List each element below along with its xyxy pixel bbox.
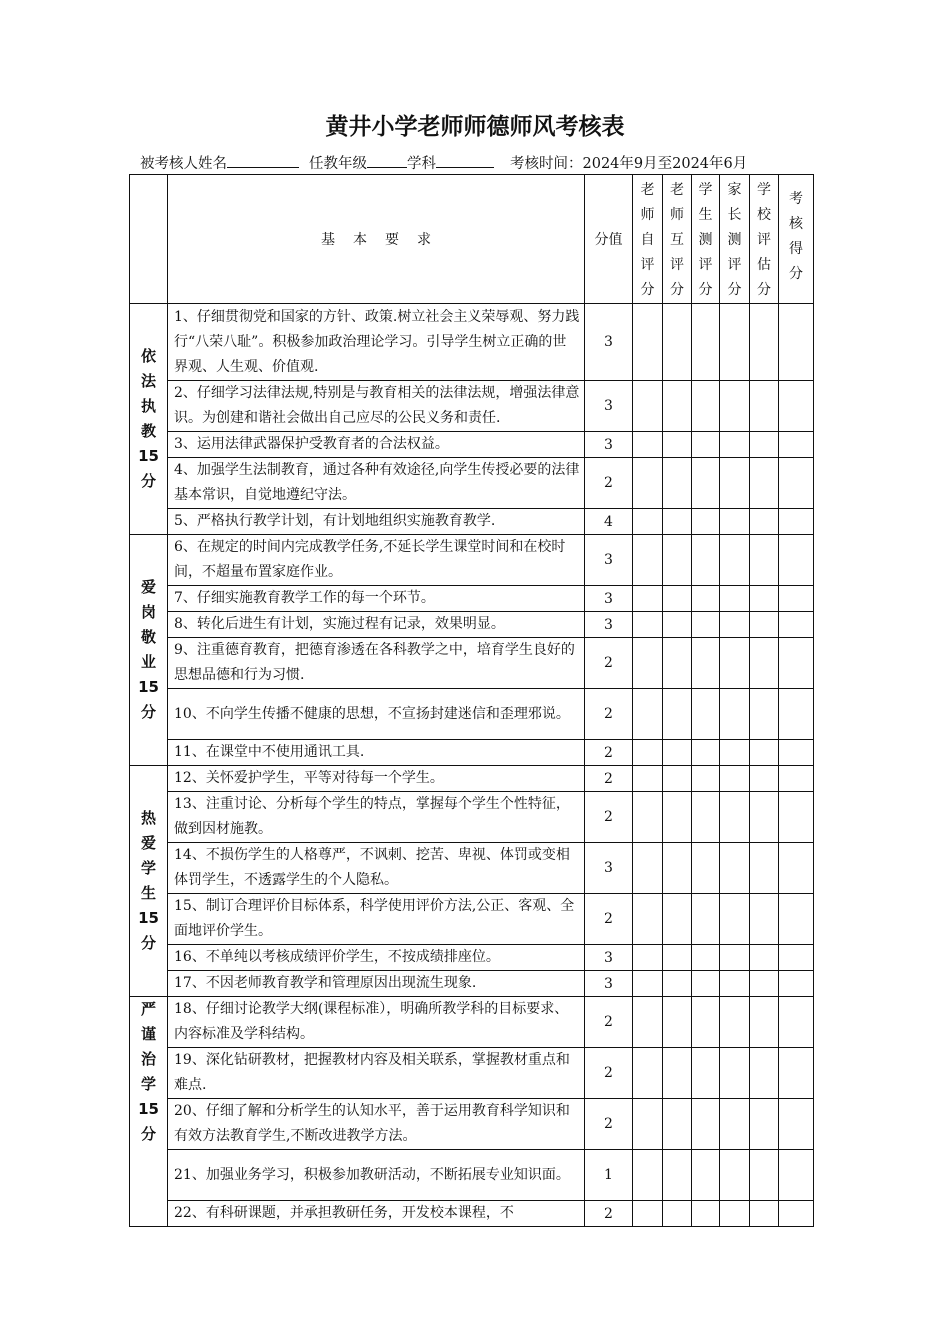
grade-blank (367, 153, 407, 168)
assessment-meta (140, 152, 830, 173)
score-value: 2 (585, 792, 633, 843)
header-school-eval: 学 校 评 估 分 (750, 175, 779, 304)
student-eval-cell[interactable] (692, 792, 720, 843)
table-row (130, 509, 814, 535)
school-eval-cell[interactable] (750, 432, 779, 458)
self-eval-cell[interactable] (633, 792, 663, 843)
self-eval-cell[interactable] (633, 689, 663, 740)
peer-eval-cell[interactable] (663, 638, 692, 689)
peer-eval-cell[interactable] (663, 458, 692, 509)
requirement-text: 19、深化钻研教材，把握教材内容及相关联系，掌握教材重点和难点. (168, 1048, 585, 1099)
parent-eval-cell[interactable] (720, 971, 750, 997)
student-eval-cell[interactable] (692, 586, 720, 612)
document-title: 黄井小学老师师德师风考核表 (325, 114, 625, 140)
peer-eval-cell[interactable] (663, 1201, 692, 1227)
self-eval-cell[interactable] (633, 1099, 663, 1150)
self-eval-cell[interactable] (633, 458, 663, 509)
school-eval-cell[interactable] (750, 1099, 779, 1150)
category-cell (130, 997, 168, 1227)
total-score-cell[interactable] (779, 1201, 814, 1227)
score-value: 2 (585, 766, 633, 792)
category-char: 分 (140, 1125, 156, 1143)
parent-eval-cell[interactable] (720, 1099, 750, 1150)
peer-eval-cell[interactable] (663, 381, 692, 432)
school-eval-cell[interactable] (750, 971, 779, 997)
requirement-text: 5、严格执行教学计划，有计划地组织实施教育教学. (168, 509, 585, 535)
parent-eval-cell[interactable] (720, 740, 750, 766)
table-row (130, 381, 814, 432)
self-eval-cell[interactable] (633, 971, 663, 997)
school-eval-cell[interactable] (750, 535, 779, 586)
table-row (130, 689, 814, 740)
school-eval-cell[interactable] (750, 304, 779, 381)
score-value: 2 (585, 458, 633, 509)
self-eval-cell[interactable] (633, 535, 663, 586)
student-eval-cell[interactable] (692, 1201, 720, 1227)
category-char: 学 (140, 859, 156, 877)
parent-eval-cell[interactable] (720, 612, 750, 638)
parent-eval-cell[interactable] (720, 1150, 750, 1201)
category-char: 爱 (140, 578, 156, 596)
category-char: 学 (140, 1075, 156, 1093)
header-parent-eval: 家 长 测 评 分 (720, 175, 750, 304)
self-eval-cell[interactable] (633, 612, 663, 638)
school-eval-cell[interactable] (750, 843, 779, 894)
header-category-cell (130, 175, 168, 304)
table-row (130, 792, 814, 843)
parent-eval-cell[interactable] (720, 792, 750, 843)
category-char: 治 (140, 1050, 156, 1068)
table-row (130, 740, 814, 766)
requirement-text: 10、不向学生传播不健康的思想，不宣扬封建迷信和歪理邪说。 (168, 689, 585, 740)
self-eval-cell[interactable] (633, 509, 663, 535)
requirement-text: 11、在课堂中不使用通讯工具. (168, 740, 585, 766)
subject-blank (436, 153, 494, 168)
school-eval-cell[interactable] (750, 792, 779, 843)
parent-eval-cell[interactable] (720, 304, 750, 381)
peer-eval-cell[interactable] (663, 843, 692, 894)
student-eval-cell[interactable] (692, 638, 720, 689)
category-char: 敬 (140, 628, 156, 646)
score-value: 2 (585, 894, 633, 945)
category-char: 15 (138, 447, 159, 465)
peer-eval-cell[interactable] (663, 689, 692, 740)
student-eval-cell[interactable] (692, 997, 720, 1048)
requirement-text: 1、仔细贯彻党和国家的方针、政策.树立社会主义荣辱观、努力践行“八荣八耻”。积极参加政治理论学习。引导学生树立正确的世界观、人生观、价值观. (168, 304, 585, 381)
parent-eval-cell[interactable] (720, 997, 750, 1048)
self-eval-cell[interactable] (633, 997, 663, 1048)
parent-eval-cell[interactable] (720, 1048, 750, 1099)
category-char: 生 (140, 884, 156, 902)
requirement-text: 22、有科研课题，并承担教研任务，开发校本课程，不 (168, 1201, 585, 1227)
requirement-text: 6、在规定的时间内完成教学任务,不延长学生课堂时间和在校时间，不超量布置家庭作业。 (168, 535, 585, 586)
parent-eval-cell[interactable] (720, 1201, 750, 1227)
category-char: 业 (140, 653, 156, 671)
school-eval-cell[interactable] (750, 997, 779, 1048)
total-score-cell[interactable] (779, 638, 814, 689)
score-value: 2 (585, 1099, 633, 1150)
parent-eval-cell[interactable] (720, 638, 750, 689)
self-eval-cell[interactable] (633, 766, 663, 792)
total-score-cell[interactable] (779, 458, 814, 509)
category-char: 岗 (140, 603, 156, 621)
total-score-cell[interactable] (779, 894, 814, 945)
school-eval-cell[interactable] (750, 586, 779, 612)
category-char: 爱 (140, 834, 156, 852)
table-row (130, 612, 814, 638)
total-score-cell[interactable] (779, 740, 814, 766)
category-char: 谨 (140, 1025, 156, 1043)
self-eval-cell[interactable] (633, 432, 663, 458)
assessment-period: 考核时间：2024年9月至2024年6月 (510, 156, 748, 172)
self-eval-cell[interactable] (633, 1048, 663, 1099)
student-eval-cell[interactable] (692, 1048, 720, 1099)
requirement-text: 7、仔细实施教育教学工作的每一个环节。 (168, 586, 585, 612)
table-row (130, 586, 814, 612)
parent-eval-cell[interactable] (720, 458, 750, 509)
total-score-cell[interactable] (779, 945, 814, 971)
school-eval-cell[interactable] (750, 945, 779, 971)
parent-eval-cell[interactable] (720, 843, 750, 894)
score-value: 2 (585, 1048, 633, 1099)
self-eval-cell[interactable] (633, 1201, 663, 1227)
school-eval-cell[interactable] (750, 458, 779, 509)
score-value: 2 (585, 689, 633, 740)
table-row (130, 843, 814, 894)
parent-eval-cell[interactable] (720, 945, 750, 971)
peer-eval-cell[interactable] (663, 971, 692, 997)
score-value: 3 (585, 535, 633, 586)
score-value: 2 (585, 638, 633, 689)
school-eval-cell[interactable] (750, 509, 779, 535)
student-eval-cell[interactable] (692, 612, 720, 638)
score-value: 3 (585, 945, 633, 971)
subject-label: 学科 (407, 156, 436, 172)
total-score-cell[interactable] (779, 304, 814, 381)
peer-eval-cell[interactable] (663, 945, 692, 971)
score-value: 2 (585, 997, 633, 1048)
requirement-text: 8、转化后进生有计划，实施过程有记录，效果明显。 (168, 612, 585, 638)
parent-eval-cell[interactable] (720, 894, 750, 945)
parent-eval-cell[interactable] (720, 689, 750, 740)
table-row (130, 945, 814, 971)
table-row (130, 894, 814, 945)
total-score-cell[interactable] (779, 971, 814, 997)
requirement-text: 15、制订合理评价目标体系，科学使用评价方法,公正、客观、全面地评价学生。 (168, 894, 585, 945)
requirement-text: 2、仔细学习法律法规,特别是与教育相关的法律法规，增强法律意识。为创建和谐社会做出自己应尽的公民义务和责任. (168, 381, 585, 432)
peer-eval-cell[interactable] (663, 1150, 692, 1201)
name-blank (227, 153, 299, 168)
school-eval-cell[interactable] (750, 894, 779, 945)
header-basic-requirements: 基 本 要 求 (168, 175, 585, 304)
student-eval-cell[interactable] (692, 740, 720, 766)
requirement-text: 17、不因老师教育教学和管理原因出现流生现象. (168, 971, 585, 997)
student-eval-cell[interactable] (692, 689, 720, 740)
parent-eval-cell[interactable] (720, 509, 750, 535)
score-value: 3 (585, 381, 633, 432)
peer-eval-cell[interactable] (663, 535, 692, 586)
table-row (130, 304, 814, 381)
total-score-cell[interactable] (779, 792, 814, 843)
category-cell (130, 535, 168, 766)
requirement-text: 3、运用法律武器保护受教育者的合法权益。 (168, 432, 585, 458)
self-eval-cell[interactable] (633, 638, 663, 689)
total-score-cell[interactable] (779, 432, 814, 458)
grade-label: 任教年级 (309, 156, 367, 172)
category-char: 执 (140, 397, 156, 415)
header-student-eval: 学 生 测 评 分 (692, 175, 720, 304)
student-eval-cell[interactable] (692, 1099, 720, 1150)
peer-eval-cell[interactable] (663, 509, 692, 535)
total-score-cell[interactable] (779, 612, 814, 638)
category-char: 分 (140, 472, 156, 490)
school-eval-cell[interactable] (750, 638, 779, 689)
student-eval-cell[interactable] (692, 304, 720, 381)
student-eval-cell[interactable] (692, 381, 720, 432)
total-score-cell[interactable] (779, 509, 814, 535)
table-row (130, 1150, 814, 1201)
school-eval-cell[interactable] (750, 689, 779, 740)
requirement-text: 13、注重讨论、分析每个学生的特点，掌握每个学生个性特征，做到因材施教。 (168, 792, 585, 843)
category-char: 依 (140, 347, 156, 365)
requirement-text: 9、注重德育教育，把德育渗透在各科教学之中，培育学生良好的思想品德和行为习惯. (168, 638, 585, 689)
parent-eval-cell[interactable] (720, 432, 750, 458)
peer-eval-cell[interactable] (663, 432, 692, 458)
student-eval-cell[interactable] (692, 458, 720, 509)
self-eval-cell[interactable] (633, 894, 663, 945)
total-score-cell[interactable] (779, 843, 814, 894)
table-row (130, 432, 814, 458)
self-eval-cell[interactable] (633, 843, 663, 894)
self-eval-cell[interactable] (633, 1150, 663, 1201)
score-value: 1 (585, 1150, 633, 1201)
table-row (130, 766, 814, 792)
category-char: 法 (140, 372, 156, 390)
category-cell (130, 304, 168, 535)
student-eval-cell[interactable] (692, 843, 720, 894)
self-eval-cell[interactable] (633, 304, 663, 381)
score-value: 2 (585, 740, 633, 766)
peer-eval-cell[interactable] (663, 1048, 692, 1099)
category-char: 分 (140, 703, 156, 721)
peer-eval-cell[interactable] (663, 612, 692, 638)
total-score-cell[interactable] (779, 689, 814, 740)
total-score-cell[interactable] (779, 586, 814, 612)
category-char: 分 (140, 934, 156, 952)
requirement-text: 4、加强学生法制教育，通过各种有效途径,向学生传授必要的法律基本常识，自觉地遵纪守法。 (168, 458, 585, 509)
table-row (130, 1201, 814, 1227)
requirement-text: 16、不单纯以考核成绩评价学生，不按成绩排座位。 (168, 945, 585, 971)
total-score-cell[interactable] (779, 535, 814, 586)
score-value: 4 (585, 509, 633, 535)
score-value: 2 (585, 1201, 633, 1227)
student-eval-cell[interactable] (692, 535, 720, 586)
peer-eval-cell[interactable] (663, 304, 692, 381)
header-total-score: 考 核 得 分 (779, 175, 814, 304)
header-row (130, 175, 814, 304)
header-peer-eval: 老 师 互 评 分 (663, 175, 692, 304)
peer-eval-cell[interactable] (663, 1099, 692, 1150)
school-eval-cell[interactable] (750, 381, 779, 432)
table-row (130, 638, 814, 689)
table-row (130, 971, 814, 997)
self-eval-cell[interactable] (633, 381, 663, 432)
self-eval-cell[interactable] (633, 586, 663, 612)
category-char: 15 (138, 909, 159, 927)
requirement-text: 20、仔细了解和分析学生的认知水平，善于运用教育科学知识和有效方法教育学生,不断改进教学方法。 (168, 1099, 585, 1150)
total-score-cell[interactable] (779, 381, 814, 432)
student-eval-cell[interactable] (692, 971, 720, 997)
score-value: 3 (585, 586, 633, 612)
school-eval-cell[interactable] (750, 740, 779, 766)
category-char: 热 (140, 809, 156, 827)
total-score-cell[interactable] (779, 1048, 814, 1099)
school-eval-cell[interactable] (750, 1201, 779, 1227)
student-eval-cell[interactable] (692, 894, 720, 945)
student-eval-cell[interactable] (692, 1150, 720, 1201)
requirement-text: 14、不损伤学生的人格尊严，不讽刺、挖苦、卑视、体罚或变相体罚学生，不透露学生的个人隐私。 (168, 843, 585, 894)
student-eval-cell[interactable] (692, 766, 720, 792)
peer-eval-cell[interactable] (663, 740, 692, 766)
parent-eval-cell[interactable] (720, 535, 750, 586)
table-row (130, 997, 814, 1048)
header-score: 分值 (585, 175, 633, 304)
table-row (130, 535, 814, 586)
school-eval-cell[interactable] (750, 766, 779, 792)
school-eval-cell[interactable] (750, 1048, 779, 1099)
category-char: 15 (138, 1100, 159, 1118)
school-eval-cell[interactable] (750, 612, 779, 638)
student-eval-cell[interactable] (692, 945, 720, 971)
parent-eval-cell[interactable] (720, 766, 750, 792)
category-char: 15 (138, 678, 159, 696)
score-value: 3 (585, 612, 633, 638)
table-row (130, 1099, 814, 1150)
table-row (130, 1048, 814, 1099)
header-self-eval: 老 师 自 评 分 (633, 175, 663, 304)
category-char: 教 (140, 422, 156, 440)
total-score-cell[interactable] (779, 766, 814, 792)
score-value: 3 (585, 432, 633, 458)
score-value: 3 (585, 971, 633, 997)
parent-eval-cell[interactable] (720, 586, 750, 612)
self-eval-cell[interactable] (633, 945, 663, 971)
student-eval-cell[interactable] (692, 509, 720, 535)
self-eval-cell[interactable] (633, 740, 663, 766)
peer-eval-cell[interactable] (663, 792, 692, 843)
requirement-text: 18、仔细讨论教学大纲(课程标准），明确所教学科的目标要求、内容标准及学科结构。 (168, 997, 585, 1048)
total-score-cell[interactable] (779, 1099, 814, 1150)
peer-eval-cell[interactable] (663, 766, 692, 792)
score-value: 3 (585, 843, 633, 894)
category-cell (130, 766, 168, 997)
peer-eval-cell[interactable] (663, 997, 692, 1048)
total-score-cell[interactable] (779, 1150, 814, 1201)
assessment-table (129, 174, 814, 1227)
peer-eval-cell[interactable] (663, 586, 692, 612)
total-score-cell[interactable] (779, 997, 814, 1048)
table-row (130, 458, 814, 509)
school-eval-cell[interactable] (750, 1150, 779, 1201)
parent-eval-cell[interactable] (720, 381, 750, 432)
requirement-text: 21、加强业务学习，积极参加教研活动，不断拓展专业知识面。 (168, 1150, 585, 1201)
score-value: 3 (585, 304, 633, 381)
name-label: 被考核人姓名 (140, 156, 227, 172)
student-eval-cell[interactable] (692, 432, 720, 458)
category-char: 严 (140, 1000, 156, 1018)
peer-eval-cell[interactable] (663, 894, 692, 945)
requirement-text: 12、关怀爱护学生，平等对待每一个学生。 (168, 766, 585, 792)
